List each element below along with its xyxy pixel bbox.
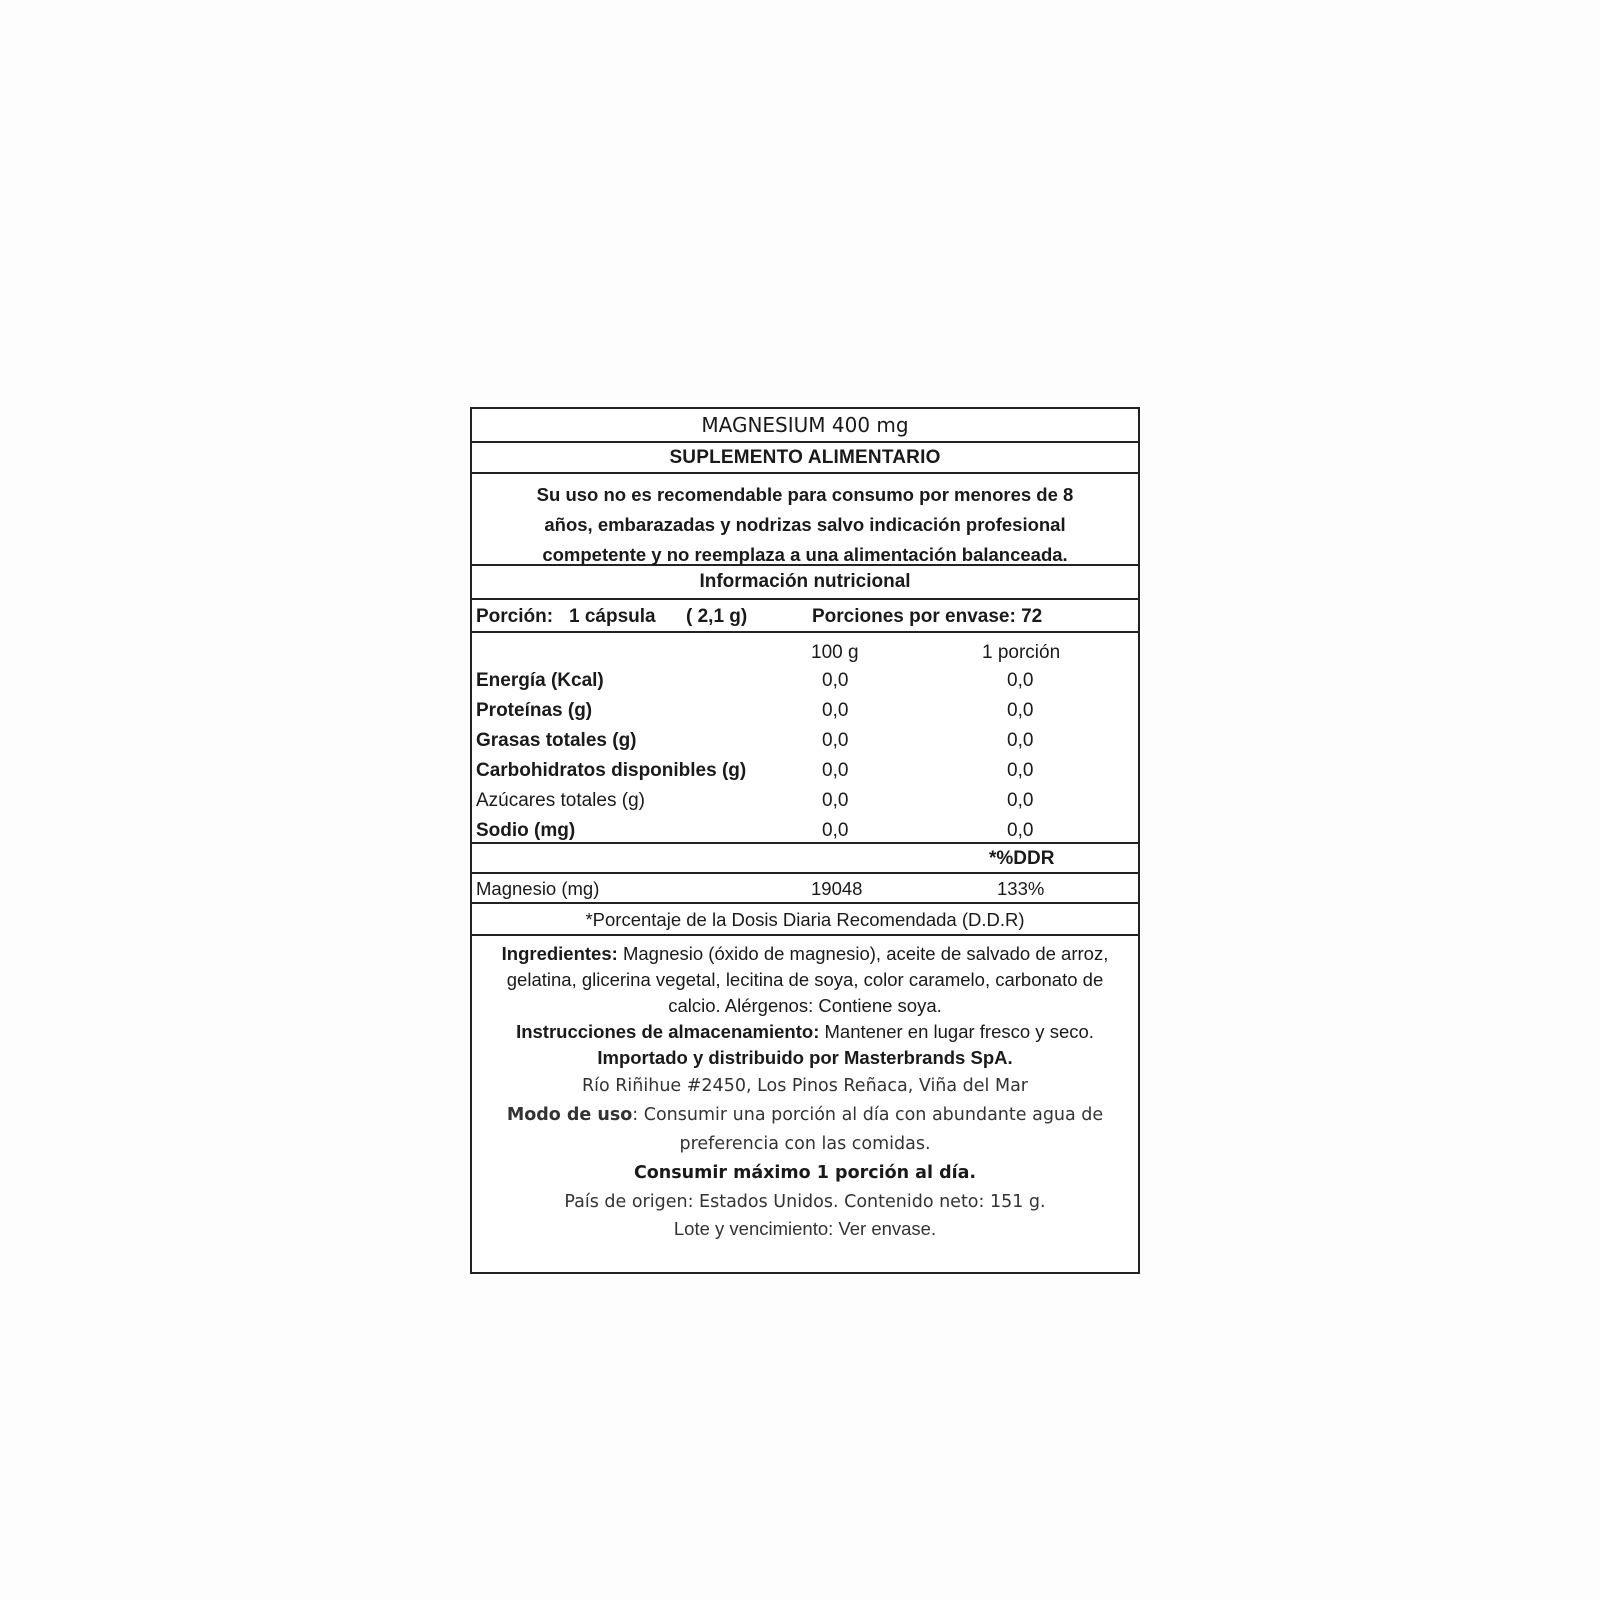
nutrient-value-portion: 0,0 <box>1007 700 1034 721</box>
nutrient-value-portion: 0,0 <box>1007 670 1034 691</box>
product-title: MAGNESIUM 400 mg <box>472 409 1138 443</box>
nutrient-value-100g: 0,0 <box>822 790 849 811</box>
portion-label: Porción: <box>476 606 554 627</box>
nutrient-name: Sodio (mg) <box>476 820 576 841</box>
portions-per-pack: Porciones por envase: 72 <box>812 606 1043 627</box>
usage-text: : Consumir una porción al día con abundante agua de <box>632 1105 1104 1125</box>
nutrient-name: Proteínas (g) <box>476 700 593 721</box>
nutrient-value-portion: 0,0 <box>1007 820 1034 841</box>
max-dose: Consumir máximo 1 porción al día. <box>633 1163 977 1183</box>
ingredients-text: calcio. Alérgenos: Contiene soya. <box>668 995 942 1016</box>
usage-label: Modo de uso <box>506 1105 633 1125</box>
nutrient-value-portion: 0,0 <box>1007 730 1034 751</box>
nutrient-value-portion: 0,0 <box>1007 790 1034 811</box>
nutrient-name: Energía (Kcal) <box>476 670 604 691</box>
ingredients-text: gelatina, glicerina vegetal, lecitina de soya, color caramelo, carbonato de <box>506 969 1104 990</box>
ingredients <box>472 941 1138 1019</box>
nutrient-name: Grasas totales (g) <box>476 730 637 751</box>
nutrient-table <box>472 633 1138 844</box>
ingredients-text: Magnesio (óxido de magnesio), aceite de salvado de arroz, <box>617 943 1109 964</box>
label-details <box>472 936 1138 1272</box>
ddr-header-row <box>472 844 1138 874</box>
storage-text: Mantener en lugar fresco y seco. <box>819 1021 1094 1042</box>
storage-instructions <box>472 1019 1138 1045</box>
storage-label: Instrucciones de almacenamiento: <box>516 1021 820 1042</box>
nutrition-info-title: Información nutricional <box>472 566 1138 600</box>
warning-line: años, embarazadas y nodrizas salvo indicación profesional <box>544 514 1066 535</box>
warning-line: Su uso no es recomendable para consumo por menores de 8 <box>536 484 1074 505</box>
mineral-row <box>472 874 1138 904</box>
usage-instructions <box>472 1101 1138 1159</box>
mineral-ddr: 133% <box>997 878 1045 899</box>
nutrient-value-100g: 0,0 <box>822 760 849 781</box>
lot-info: Lote y vencimiento: Ver envase. <box>673 1218 937 1239</box>
warning-text <box>472 474 1138 566</box>
portion-weight: ( 2,1 g) <box>686 606 748 627</box>
mineral-name: Magnesio (mg) <box>476 878 600 899</box>
nutrient-value-100g: 0,0 <box>822 700 849 721</box>
nutrient-name: Carbohidratos disponibles (g) <box>476 760 747 781</box>
column-header-100g: 100 g <box>811 642 859 663</box>
mineral-100g: 19048 <box>811 878 863 899</box>
ddr-header: *%DDR <box>989 848 1055 869</box>
address: Río Riñihue #2450, Los Pinos Reñaca, Viña del Mar <box>581 1076 1028 1096</box>
nutrient-value-100g: 0,0 <box>822 820 849 841</box>
column-header-portion: 1 porción <box>982 642 1061 663</box>
portion-row <box>472 600 1138 633</box>
nutrient-value-100g: 0,0 <box>822 730 849 751</box>
nutrient-name: Azúcares totales (g) <box>476 790 645 811</box>
warning-line: competente y no reemplaza a una alimentación balanceada. <box>542 544 1068 565</box>
ingredients-label: Ingredientes: <box>501 943 618 964</box>
product-category: SUPLEMENTO ALIMENTARIO <box>472 443 1138 474</box>
ddr-footnote: *Porcentaje de la Dosis Diaria Recomendada (D.D.R) <box>472 904 1138 936</box>
usage-text: preferencia con las comidas. <box>679 1134 931 1154</box>
nutrient-value-100g: 0,0 <box>822 670 849 691</box>
origin: País de origen: Estados Unidos. Contenido neto: 151 g. <box>564 1192 1046 1212</box>
importer: Importado y distribuido por Masterbrands SpA. <box>597 1047 1013 1068</box>
portion-value: 1 cápsula <box>569 606 656 627</box>
nutrient-value-portion: 0,0 <box>1007 760 1034 781</box>
nutrition-label <box>470 407 1140 1274</box>
